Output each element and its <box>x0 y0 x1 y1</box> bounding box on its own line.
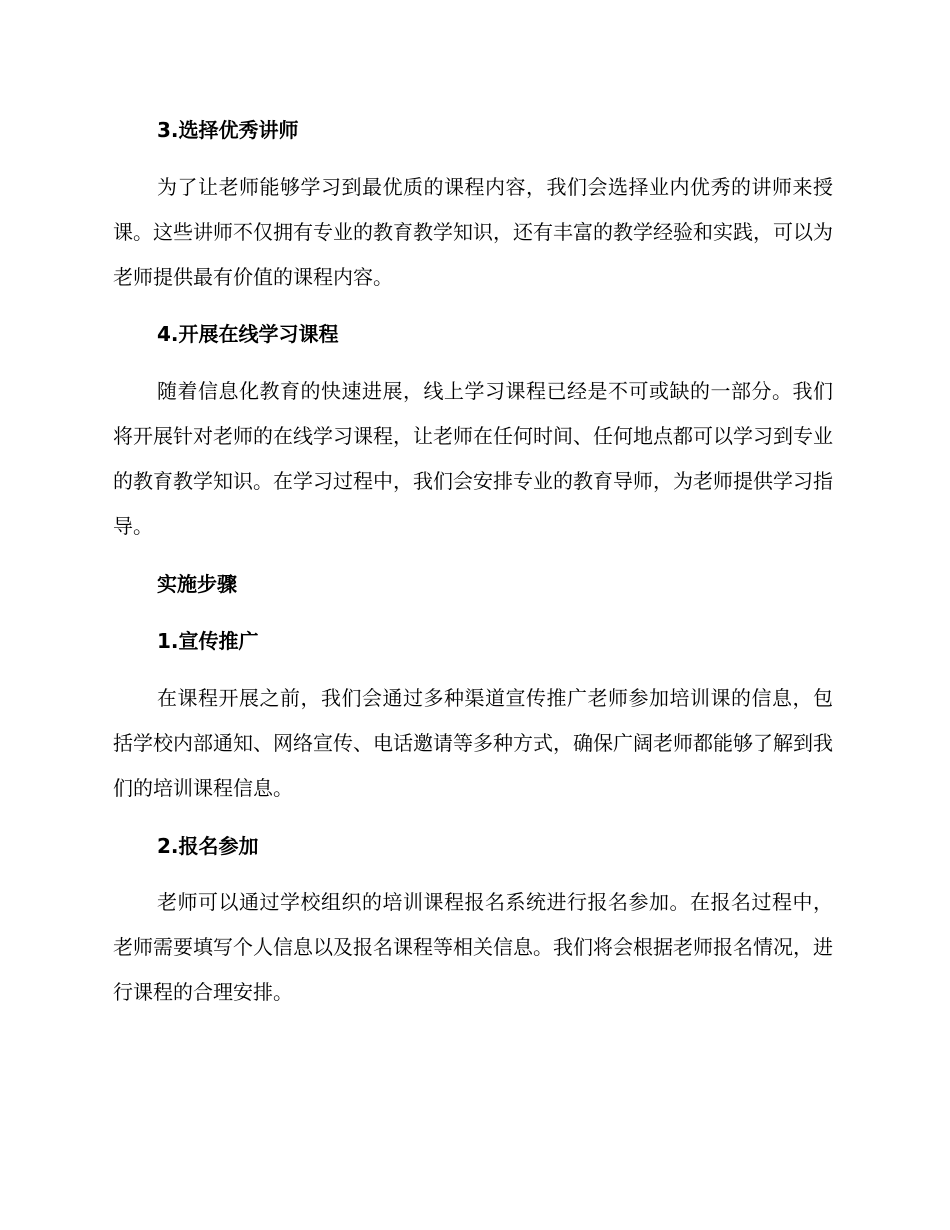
section-heading-implementation-steps: 实施步骤 <box>157 572 237 596</box>
section-heading-online-courses: 4.开展在线学习课程 <box>157 322 339 346</box>
section-heading-select-lecturers: 3.选择优秀讲师 <box>157 118 299 142</box>
section-heading-registration: 2.报名参加 <box>157 834 259 858</box>
paragraph-online-courses: 随着信息化教育的快速进展，线上学习课程已经是不可或缺的一部分。我们将开展针对老师的在线学习课程，让老师在任何时间、任何地点都可以学习到专业的教育教学知识。在学习过程中，我们会安排专业的教育导师，为老师提供学习指导。 <box>113 379 833 538</box>
paragraph-registration: 老师可以通过学校组织的培训课程报名系统进行报名参加。在报名过程中，老师需要填写个人信息以及报名课程等相关信息。我们将会根据老师报名情况，进行课程的合理安排。 <box>113 890 833 1004</box>
paragraph-select-lecturers: 为了让老师能够学习到最优质的课程内容，我们会选择业内优秀的讲师来授课。这些讲师不仅拥有专业的教育教学知识，还有丰富的教学经验和实践，可以为老师提供最有价值的课程内容。 <box>113 175 833 289</box>
paragraph-promotion: 在课程开展之前，我们会通过多种渠道宣传推广老师参加培训课的信息，包括学校内部通知、网络宣传、电话邀请等多种方式，确保广阔老师都能够了解到我们的培训课程信息。 <box>113 686 833 800</box>
section-heading-promotion: 1.宣传推广 <box>157 629 259 653</box>
